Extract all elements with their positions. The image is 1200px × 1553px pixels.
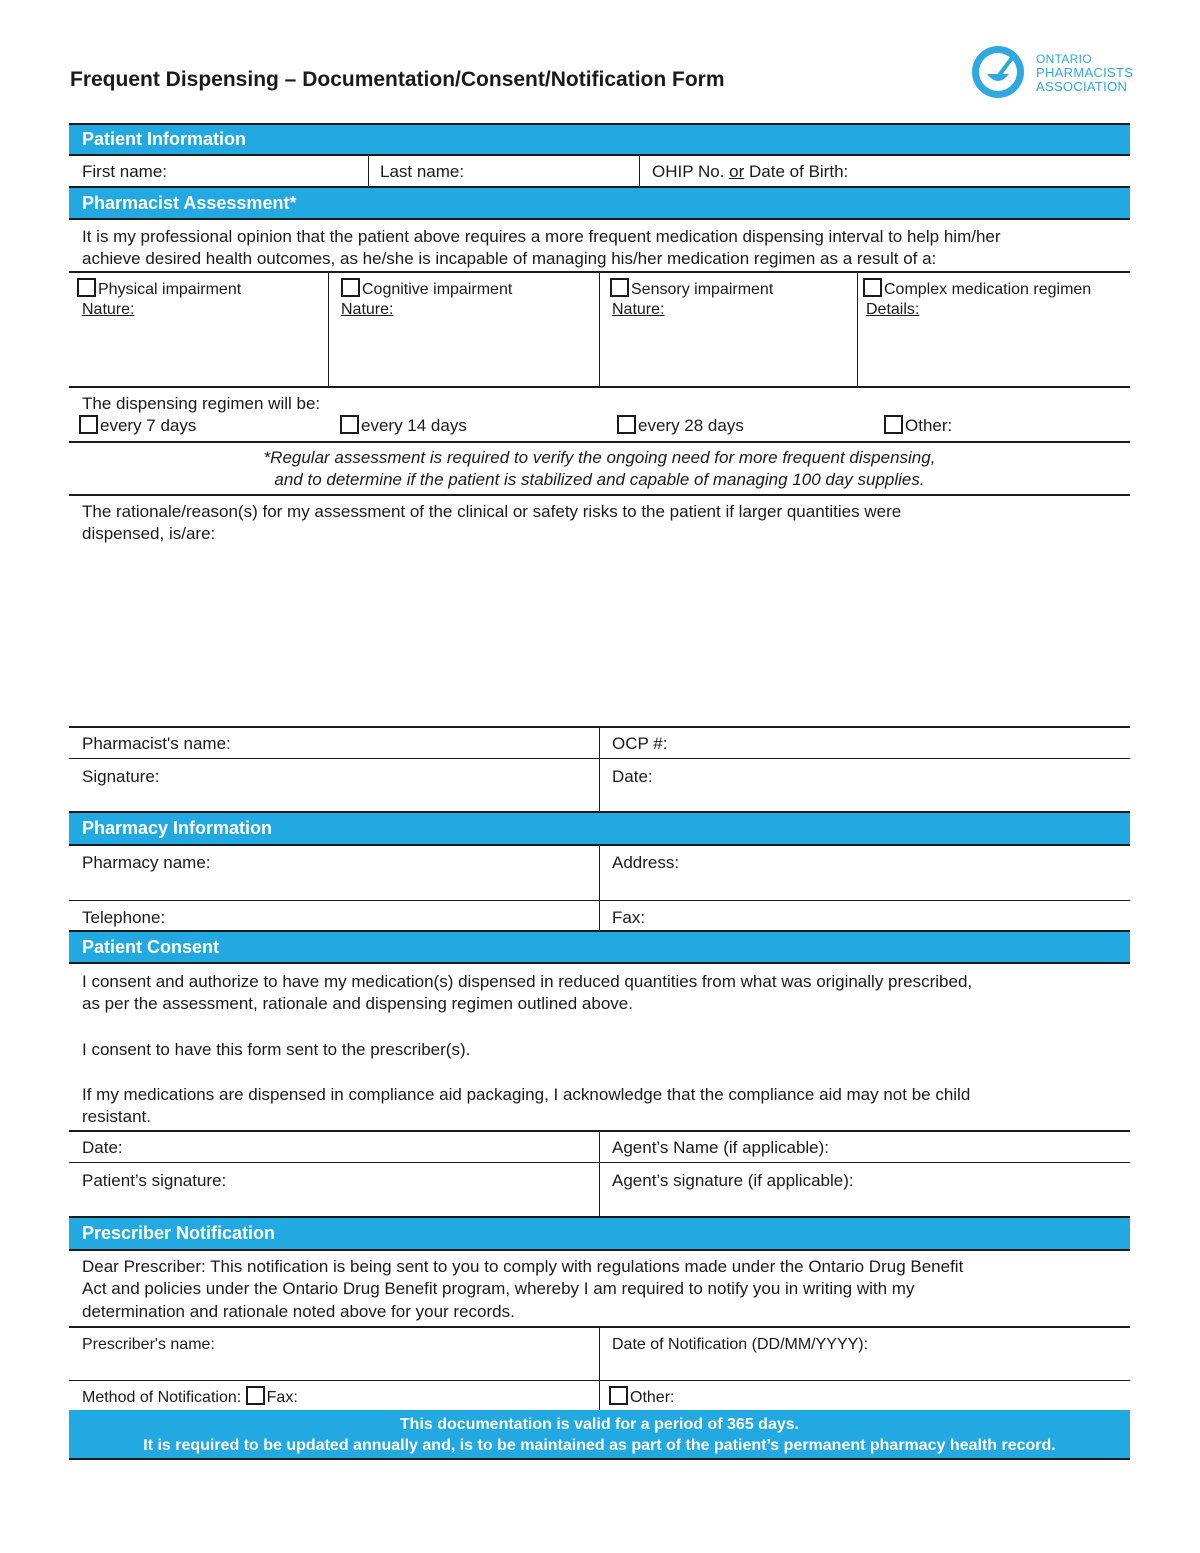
pharmacy-name-field[interactable]: Pharmacy name: (82, 853, 211, 872)
divider (69, 1162, 1130, 1163)
consent-text-1a: I consent and authorize to have my medication(s) dispensed in reduced quantities from what was originally prescribed, (82, 972, 973, 991)
first-name-field[interactable]: First name: (82, 162, 168, 181)
fax-label: Fax: (266, 1389, 298, 1406)
physical-impairment-label: Physical impairment (98, 281, 242, 298)
pharmacy-info-header: Pharmacy Information (69, 811, 1130, 846)
sensory-nature-field[interactable]: Nature: (612, 301, 665, 318)
prescriber-header: Prescriber Notification (69, 1216, 1130, 1251)
ohip-dob-field[interactable] (652, 161, 848, 183)
divider (599, 1327, 600, 1410)
agent-name-field[interactable]: Agent’s Name (if applicable): (612, 1138, 830, 1157)
checkbox[interactable] (340, 415, 359, 434)
ohip-label: OHIP No. (652, 162, 725, 181)
divider (69, 494, 1130, 496)
regimen-other-label: Other: (905, 416, 953, 435)
opinion-text-2: achieve desired health outcomes, as he/she is incapable of managing his/her medication regimen as a result of a: (82, 249, 937, 268)
fax-checkbox[interactable] (246, 1386, 265, 1405)
complex-regimen-label: Complex medication regimen (884, 281, 1092, 298)
checkbox[interactable] (341, 278, 360, 297)
patient-signature-field[interactable]: Patient’s signature: (82, 1171, 227, 1190)
regimen-28-label: every 28 days (638, 416, 744, 435)
divider (599, 272, 600, 386)
rationale-text-2: dispensed, is/are: (82, 524, 216, 543)
other-label: Other: (630, 1389, 675, 1406)
agent-signature-field[interactable]: Agent’s signature (if applicable): (612, 1171, 854, 1190)
checkbox[interactable] (617, 415, 636, 434)
notification-other[interactable] (609, 1386, 674, 1409)
consent-text-3b: resistant. (82, 1107, 151, 1126)
last-name-field[interactable]: Last name: (380, 162, 465, 181)
pharmacy-telephone-field[interactable]: Telephone: (82, 908, 166, 927)
prescriber-text-1: Dear Prescriber: This notification is being sent to you to comply with regulations made under the Ontario Drug Benefit (82, 1257, 964, 1276)
cognitive-impairment-label: Cognitive impairment (362, 281, 513, 298)
divider (599, 1131, 600, 1217)
divider (69, 900, 1130, 901)
notification-method[interactable] (82, 1386, 298, 1409)
regimen-label: The dispensing regimen will be: (82, 394, 321, 413)
notification-date-field[interactable]: Date of Notification (DD/MM/YYYY): (612, 1336, 869, 1353)
prescriber-name-field[interactable]: Prescriber's name: (82, 1336, 215, 1353)
regimen-7-label: every 7 days (100, 416, 197, 435)
logo-line-1: ONTARIO (1036, 52, 1092, 66)
consent-text-2: I consent to have this form sent to the prescriber(s). (82, 1040, 471, 1059)
consent-header: Patient Consent (69, 930, 1130, 964)
checkbox[interactable] (863, 278, 882, 297)
pharmacy-fax-field[interactable]: Fax: (612, 908, 646, 927)
pharmacy-address-field[interactable]: Address: (612, 853, 680, 872)
logo-line-2: PHARMACISTS (1036, 65, 1134, 80)
assessment-date-field[interactable]: Date: (612, 767, 653, 786)
divider (328, 272, 329, 386)
prescriber-text-3: determination and rationale noted above for your records. (82, 1302, 515, 1321)
mortar-pestle-icon (970, 44, 1026, 100)
complex-details-field[interactable]: Details: (866, 301, 920, 318)
divider (69, 441, 1130, 443)
divider (368, 156, 369, 186)
regimen-14-label: every 14 days (361, 416, 467, 435)
divider (69, 386, 1130, 388)
checkbox[interactable] (77, 278, 96, 297)
regimen-28-days[interactable] (617, 415, 744, 437)
divider (599, 846, 600, 931)
consent-text-1b: as per the assessment, rationale and dispensing regimen outlined above. (82, 994, 633, 1013)
rationale-text-1: The rationale/reason(s) for my assessment of the clinical or safety risks to the patient if larger quantities were (82, 502, 902, 521)
checkbox[interactable] (79, 415, 98, 434)
ohip-or: or (729, 162, 745, 181)
regimen-14-days[interactable] (340, 415, 467, 437)
regimen-7-days[interactable] (79, 415, 196, 437)
prescriber-text-2: Act and policies under the Ontario Drug Benefit program, whereby I am required to notify you in writing with my (82, 1279, 915, 1298)
footer-line-1: This documentation is valid for a period of 365 days. (399, 1416, 800, 1433)
physical-impairment-option[interactable] (77, 278, 241, 301)
footer-line-2: It is required to be updated annually and, is to be maintained as part of the patient’s permanent pharmacy health record. (143, 1437, 1056, 1454)
page-title: Frequent Dispensing – Documentation/Consent/Notification Form (70, 68, 725, 91)
consent-text-3a: If my medications are dispensed in compliance aid packaging, I acknowledge that the compliance aid may not be child (82, 1085, 971, 1104)
cognitive-nature-field[interactable]: Nature: (341, 301, 394, 318)
divider (857, 272, 858, 386)
opinion-text-1: It is my professional opinion that the patient above requires a more frequent medication dispensing interval to help him/her (82, 227, 1001, 246)
other-checkbox[interactable] (609, 1386, 628, 1405)
patient-info-header: Patient Information (69, 123, 1130, 156)
method-label: Method of Notification: (82, 1389, 242, 1406)
pharmacist-name-field[interactable]: Pharmacist's name: (82, 734, 231, 753)
divider (69, 1380, 1130, 1381)
logo-wordmark (1036, 52, 1133, 94)
sensory-impairment-option[interactable] (610, 278, 773, 301)
divider (69, 758, 1130, 759)
physical-nature-field[interactable]: Nature: (82, 301, 135, 318)
cognitive-impairment-option[interactable] (341, 278, 512, 301)
checkbox[interactable] (884, 415, 903, 434)
divider (639, 156, 640, 186)
consent-date-field[interactable]: Date: (82, 1138, 123, 1157)
assessment-note-2: and to determine if the patient is stabilized and capable of managing 100 day supplies. (274, 470, 925, 489)
opa-logo (970, 44, 1140, 110)
assessment-note-1: *Regular assessment is required to verify the ongoing need for more frequent dispensing, (263, 448, 936, 467)
logo-line-3: ASSOCIATION (1036, 79, 1128, 94)
pharmacist-signature-field[interactable]: Signature: (82, 767, 160, 786)
ocp-field[interactable]: OCP #: (612, 734, 668, 753)
assessment-header: Pharmacist Assessment* (69, 186, 1130, 220)
validity-footer (69, 1410, 1130, 1460)
regimen-other[interactable] (884, 415, 952, 437)
divider (599, 727, 600, 812)
checkbox[interactable] (610, 278, 629, 297)
sensory-impairment-label: Sensory impairment (631, 281, 774, 298)
complex-regimen-option[interactable] (863, 278, 1091, 301)
dob-label: Date of Birth: (749, 162, 849, 181)
